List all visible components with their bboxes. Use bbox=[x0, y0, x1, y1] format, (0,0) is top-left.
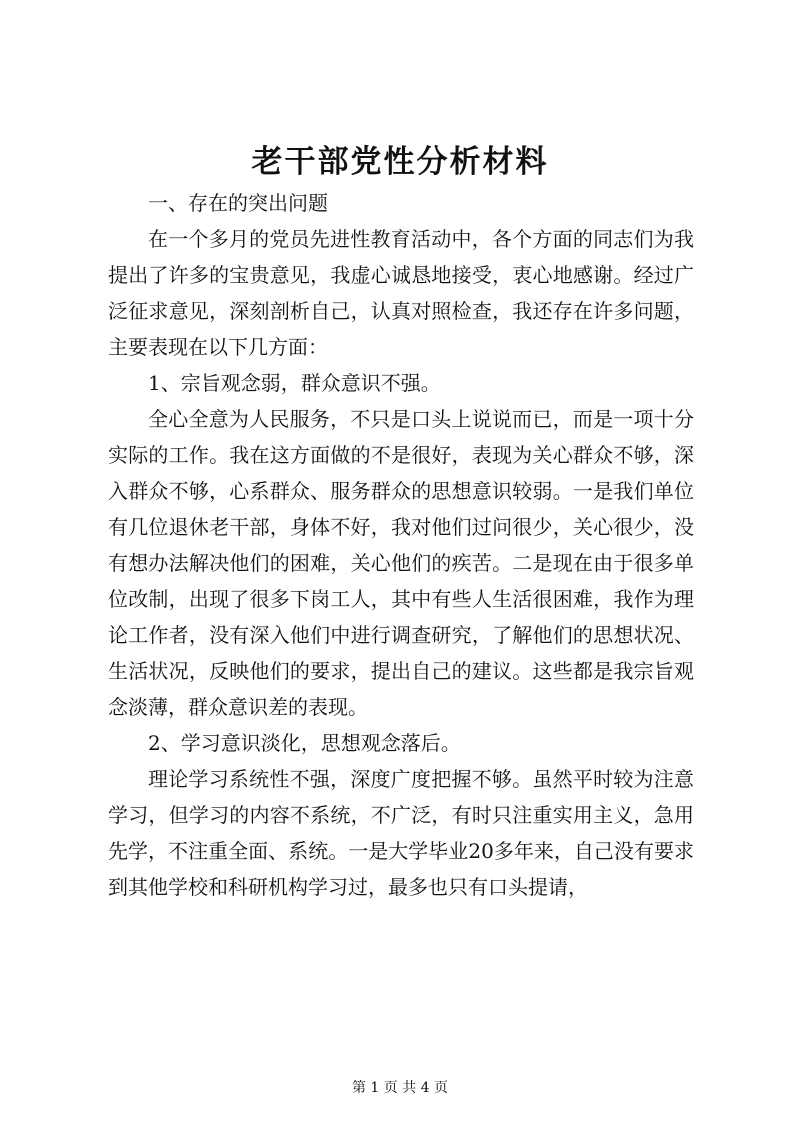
body-paragraph: 在一个多月的党员先进性教育活动中，各个方面的同志们为我提出了许多的宝贵意见，我虚心诚恳地接受，衷心地感谢。经过广泛征求意见，深刻剖析自己，认真对照检查，我还存在许多问题，主要表现在以下几方面： bbox=[108, 227, 694, 359]
body-paragraph: 全心全意为人民服务，不只是口头上说说而已，而是一项十分实际的工作。我在这方面做的不是很好，表现为关心群众不够，深入群众不够，心系群众、服务群众的思想意识较弱。一是我们单位有几位退休老干部，身体不好，我对他们过问很少，关心很少，没有想办法解决他们的困难，关心他们的疾苦。二是现在由于很多单位改制，出现了很多下岗工人，其中有些人生活很困难，我作为理论工作者，没有深入他们中进行调查研究，了解他们的思想状况、生活状况，反映他们的要求，提出自己的建议。这些都是我宗旨观念淡薄，群众意识差的表现。 bbox=[108, 407, 694, 719]
document-title: 老干部党性分析材料 bbox=[251, 144, 549, 180]
section-heading: 2、学习意识淡化，思想观念落后。 bbox=[148, 731, 461, 755]
section-heading: 1、宗旨观念弱，群众意识不强。 bbox=[148, 371, 441, 395]
section-heading: 一、存在的突出问题 bbox=[148, 191, 328, 215]
document-body bbox=[108, 185, 694, 905]
page-footer: 第 1 页 共 4 页 bbox=[351, 1080, 449, 1096]
body-paragraph: 理论学习系统性不强，深度广度把握不够。虽然平时较为注意学习，但学习的内容不系统，不广泛，有时只注重实用主义，急用先学，不注重全面、系统。一是大学毕业20多年来，自己没有要求到其他学校和科研机构学习过，最多也只有口头提请， bbox=[108, 767, 694, 899]
